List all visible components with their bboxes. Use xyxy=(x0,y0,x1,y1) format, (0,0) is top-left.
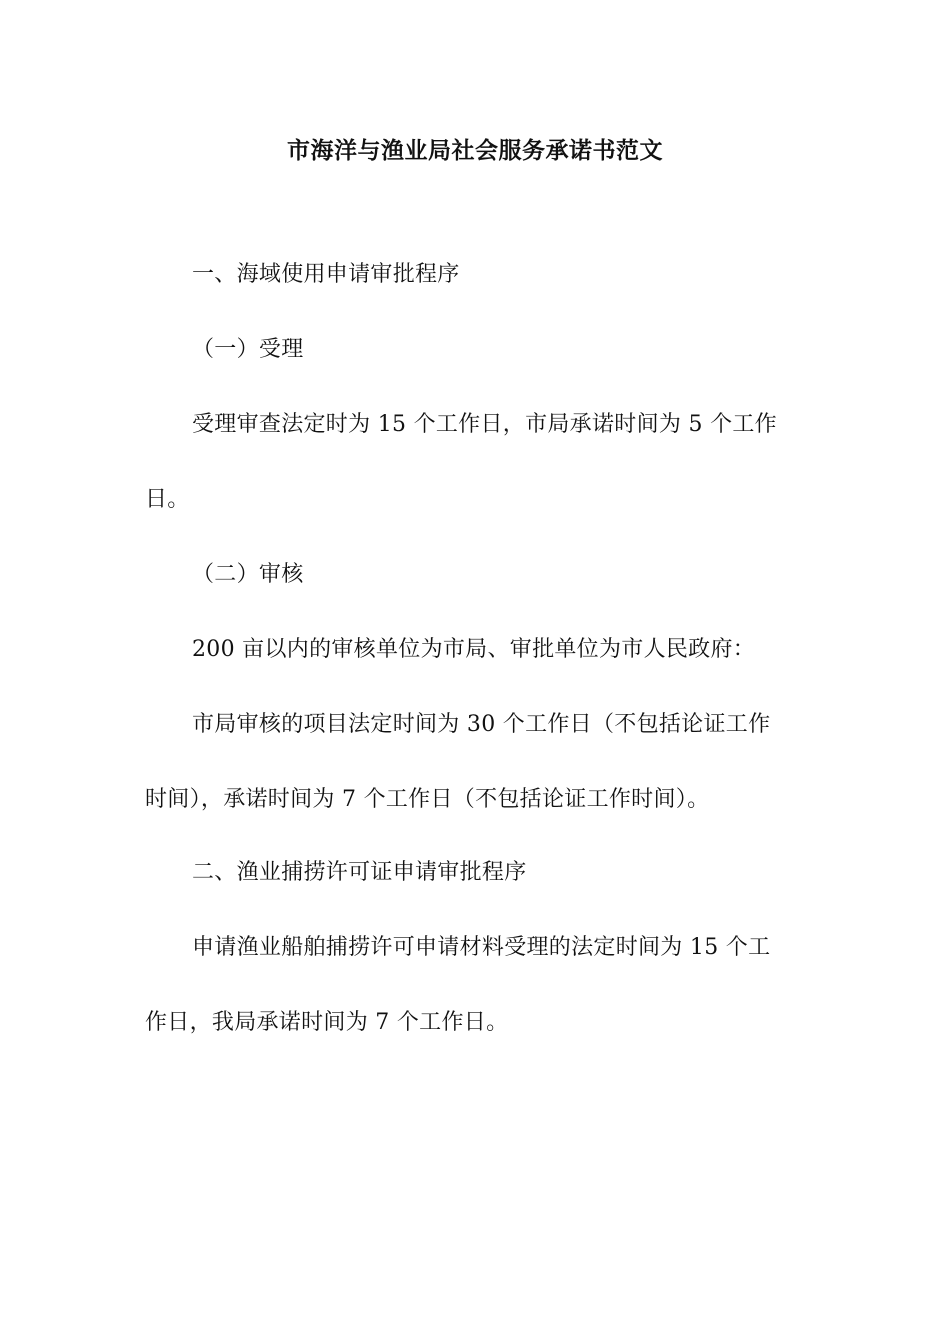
subsection-heading-review: （二）审核 xyxy=(192,562,304,587)
paragraph-line: 申请渔业船舶捕捞许可申请材料受理的法定时间为 15 个工 xyxy=(192,935,771,960)
subsection-heading-accept: （一）受理 xyxy=(192,337,304,362)
section-heading-2: 二、渔业捕捞许可证申请审批程序 xyxy=(192,860,527,885)
paragraph-line: 受理审查法定时为 15 个工作日，市局承诺时间为 5 个工作 xyxy=(192,412,777,437)
document-title: 市海洋与渔业局社会服务承诺书范文 xyxy=(287,137,663,164)
paragraph-line: 市局审核的项目法定时间为 30 个工作日（不包括论证工作 xyxy=(192,712,771,737)
paragraph-line: 作日，我局承诺时间为 7 个工作日。 xyxy=(145,1010,509,1035)
paragraph-line: 时间），承诺时间为 7 个工作日（不包括论证工作时间）。 xyxy=(145,787,710,812)
paragraph-line: 日。 xyxy=(145,487,190,512)
section-heading-1: 一、海域使用申请审批程序 xyxy=(192,262,460,287)
paragraph-line: 200 亩以内的审核单位为市局、审批单位为市人民政府： xyxy=(192,637,756,662)
